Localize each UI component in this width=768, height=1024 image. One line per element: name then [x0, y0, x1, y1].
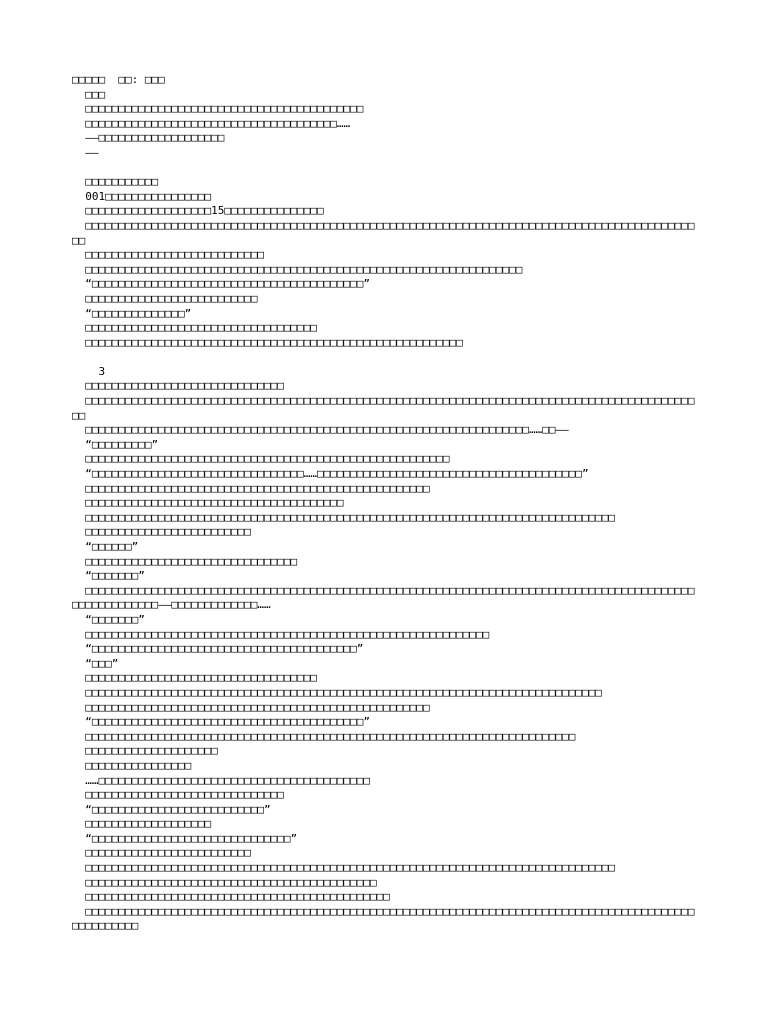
text-line: “□□□□□□”	[72, 540, 139, 553]
blank-line	[72, 161, 696, 176]
text-line: □□□□□□□□□□□□□□□□□□□□□□□□□□□	[72, 248, 265, 262]
text-line: □□□□□□□□□□□□□□□□□□□□□□□□□□	[72, 291, 258, 305]
text-line: 001□□□□□□□□□□□□□□□□	[72, 189, 212, 203]
text-line: □□□□□□□□□□□	[72, 175, 159, 189]
blank-line	[72, 350, 696, 365]
text-line: □□□□□□□□□□□□□□□□□□□□□□□□□□□□□□□□□□□□□□□	[72, 496, 344, 510]
text-line: ……□□□□□□□□□□□□□□□□□□□□□□□□□□□□□□□□□□□□□□□□□	[72, 773, 371, 787]
text-line: “□□□□□□□□□□□□□□□□□□□□□□□□□□□□□□”	[72, 831, 298, 845]
text-line: □□□□□□□□□□□□□□□□□□□□□□□□□□□□□□□□□□□□□□□□□□□□	[72, 875, 377, 889]
text-line: □□□□□□□□□□□□□□□□□□□□□□□□□□□□□□□□	[72, 554, 298, 568]
text-line: “□□□□□□□□□□□□□□□□□□□□□□□□□□□□□□□□……□□□□□□□□□□□□□□□□□□□□□□□□□□□□□□□□□□□□□□□□”	[72, 467, 589, 481]
text-line: □□□□□□□□□□□□□□□□□□□□□□□□□□□□□□	[72, 788, 284, 802]
text-line: □□□□□□□□□□□□□□□□□□□□□□□□□□□□□□□□□□□□□□□□□□□□□□□□□□□□□□□	[72, 452, 450, 466]
text-line: □□□□□□□□□□□□□□□□□□□15□□□□□□□□□□□□□□□	[72, 204, 324, 218]
text-line: □□□□□□□□□□□□□□□□□□□□□□□□□□□□□□□□□□□	[72, 321, 318, 335]
text-line: □□□□□□□□□□□□□□□□□□□□□□□□□□□□□□□□□□□□□□□□□□□□□□	[72, 890, 390, 904]
text-line: □□□□□□□□□□□□□□□□□□□□□□□□□	[72, 846, 251, 860]
text-line: 3	[72, 364, 106, 378]
document-body	[72, 73, 696, 934]
text-line: □□□□□□□□□□□□□□□□□□□□	[72, 744, 218, 758]
text-line: □□□□□□□□□□□□□□□□□□□□□□□□□□□□□□□□□□□□□□……	[72, 116, 351, 130]
text-line: “□□□”	[72, 656, 119, 670]
text-line: □□□□□□□□□□□□□□□□□□□□□□□□□□□□□□□□□□□□□□□□□□□□□□□□□□□□□□□□□□□□□□□□□□□□□□□□□□□□□□□□□□□□□□□□□□□□□□	[72, 218, 695, 247]
text-line: □□□□□□□□□□□□□□□□□□□□□□□□□□□□□□□□□□□□□□□□□□□□□□□□□□□□□□□□□□□□□□□□□□□□□□□□□□□□□□□□□□□□□□□□□□□□□□	[72, 394, 695, 422]
text-line: “□□□□□□□”	[72, 569, 145, 583]
text-line: “□□□□□□□□□□□□□□□□□□□□□□□□□□□□□□□□□□□□□□□□□”	[72, 277, 371, 291]
text-line: □□□□□□□□□□□□□□□□□□□□□□□□□□□□□□□□□□□	[72, 671, 318, 685]
text-line: □□□□□□□□□□□□□□□□□□□□□□□□□□□□□□□□□□□□□□□□□□□□□□□□□□□□□□□□□□□□□□□□□□□……□□——	[72, 423, 569, 437]
text-line: □□□□□□□□□□□□□□□□□□□□□□□□□□□□□□□□□□□□□□□□□□□□□□□□□□□□□□□□□□□□□□□□□□□□□□□□□□□□□□□□□□□□□□□□□□□□□□□□□□□□□□	[72, 904, 695, 933]
text-line: □□□□□□□□□□□□□□□□□□□□□□□□□□□□□□□□□□□□□□□□□□□□□□□□□□□□□□□□□	[72, 335, 463, 349]
text-line: “□□□□□□□□□□□□□□□□□□□□□□□□□□□□□□□□□□□□□□□□”	[72, 642, 364, 656]
text-line: ——	[72, 145, 99, 159]
text-line: □□□□□□□□□□□□□□□□□□□□□□□□□□□□□□□□□□□□□□□□□□□□□□□□□□□□□□□□□□□□□□□□□□□□□□□□□□□□□□□□	[72, 510, 616, 524]
text-line: □□□□□□□□□□□□□□□□□□□□□□□□□□□□□□□□□□□□□□□□□□□□□□□□□□□□□□□□□□□□□□□□□□	[72, 262, 523, 276]
text-line: □□□□□□□□□□□□□□□□□□□□□□□□□□□□□□□□□□□□□□□□□□□□□□□□□□□□□□□□□□□□□□□□□□□□□□□□□□□□□□□□□□□□□□□□□□□□□□□□□□□□□□□□□——□□□□□□□□□□□□□……	[72, 583, 695, 612]
text-line: □□□□□□□□□□□□□□□□□□□□□□□□□	[72, 525, 251, 539]
text-line: “□□□□□□□”	[72, 612, 145, 626]
text-line: □□□□□ □□: □□□	[72, 73, 165, 86]
text-line: □□□□□□□□□□□□□□□□□□□□□□□□□□□□□□□□□□□□□□□□□□	[72, 102, 364, 116]
text-line: “□□□□□□□□□□□□□□□□□□□□□□□□□□□□□□□□□□□□□□□□□”	[72, 715, 371, 729]
text-line: □□□□□□□□□□□□□□□□□□□□□□□□□□□□□□□□□□□□□□□□□□□□□□□□□□□□□□□□□□□□□	[72, 627, 490, 641]
text-line: “□□□□□□□□□□□□□□”	[72, 306, 192, 320]
text-line: □□□□□□□□□□□□□□□□□□□□□□□□□□□□□□□□□□□□□□□□□□□□□□□□□□□□□□□□□□□□□□□□□□□□□□□□□□□□□□□□	[72, 861, 616, 875]
text-line: ——□□□□□□□□□□□□□□□□□□□	[72, 131, 225, 145]
text-line: □□□□□□□□□□□□□□□□	[72, 758, 192, 772]
text-line: □□□□□□□□□□□□□□□□□□□□□□□□□□□□□□□□□□□□□□□□□□□□□□□□□□□□□□□□□□□□□□□□□□□□□□□□□□□□□□	[72, 685, 602, 699]
text-line: “□□□□□□□□□”	[72, 437, 159, 451]
text-line: □□□□□□□□□□□□□□□□□□□	[72, 817, 212, 831]
text-line: □□□□□□□□□□□□□□□□□□□□□□□□□□□□□□□□□□□□□□□□□□□□□□□□□□□□	[72, 481, 430, 495]
text-line: □□□□□□□□□□□□□□□□□□□□□□□□□□□□□□□□□□□□□□□□□□□□□□□□□□□□□□□□□□□□□□□□□□□□□□□□□□	[72, 729, 576, 743]
text-line: □□□□□□□□□□□□□□□□□□□□□□□□□□□□□□	[72, 379, 284, 393]
text-line: □□□□□□□□□□□□□□□□□□□□□□□□□□□□□□□□□□□□□□□□□□□□□□□□□□□□	[72, 700, 430, 714]
text-line: “□□□□□□□□□□□□□□□□□□□□□□□□□□”	[72, 802, 271, 816]
text-line: □□□	[72, 87, 106, 101]
